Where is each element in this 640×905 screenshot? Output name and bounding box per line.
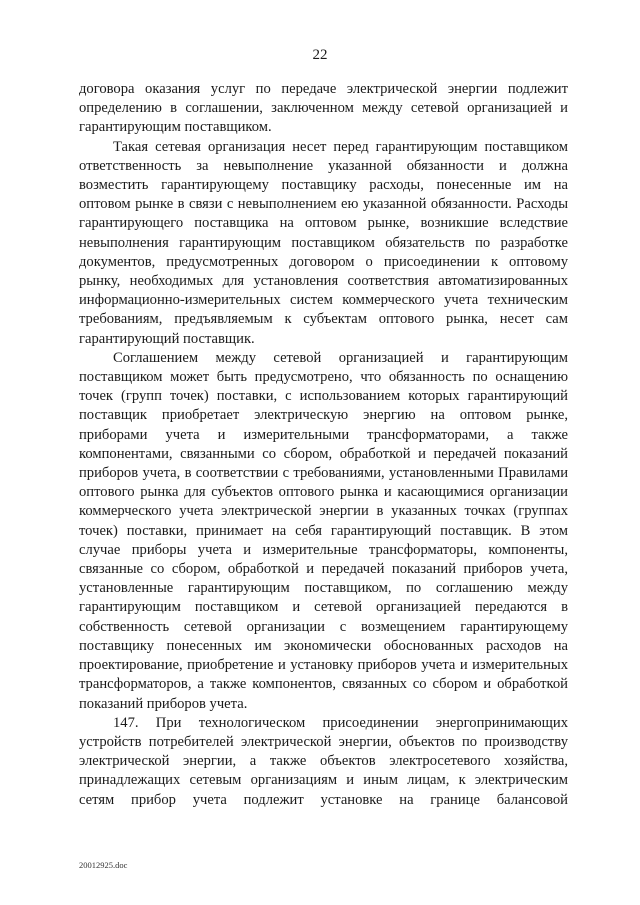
page-number: 22 <box>312 47 328 63</box>
paragraph-continuation: договора оказания услуг по передаче электрической энергии подлежит определению в соглашении, заключенном между сетевой организацией и гарантирующим поставщиком. <box>79 81 568 136</box>
document-file-code: 20012925.doc <box>79 860 128 870</box>
document-body <box>79 80 568 810</box>
paragraph-147: 147. При технологическом присоединении энергопринимающих устройств потребителей электрической энергии, объектов по производству электрической энергии, а также объектов электросетевого хозяйства, принадлежащих сетевым организациям и иным лицам, к электрическим сетям прибор учета подлежит установке на границе балансовой <box>79 714 568 808</box>
paragraph-liability: Такая сетевая организация несет перед гарантирующим поставщиком ответственность за невыполнение указанной обязанности и должна возместить гарантирующему поставщику расходы, понесенные им на оптовом рынке в связи с невыполнением ею указанной обязанности. Расходы гарантирующего поставщика на оптовом рынке, возникшие вследствие невыполнения гарантирующим поставщиком обязательств по разработке документов, предусмотренных договором о присоединении к оптовому рынку, необходимых для установления соответствия автоматизированных информационно-измерительных систем коммерческого учета техническим требованиям, предъявляемым к субъектам оптового рынка, несет сам гарантирующий поставщик. <box>79 138 568 347</box>
paragraph-agreement: Соглашением между сетевой организацией и гарантирующим поставщиком может быть предусмотрено, что обязанность по оснащению точек (групп точек) поставки, с использованием которых гарантирующий поставщик приобретает электрическую энергию на оптовом рынке, приборами учета и измерительными трансформаторами, а также компонентами, связанными со сбором, обработкой и передачей показаний приборов учета, в соответствии с требованиями, установленными Правилами оптового рынка для субъектов оптового рынка и касающимися организации коммерческого учета электрической энергии в указанных точках (группах точек) поставки, принимает на себя гарантирующий поставщик. В этом случае приборы учета и измерительные трансформаторы, компоненты, связанные со сбором, обработкой и передачей показаний приборов учета, установленные гарантирующим поставщиком, по соглашению между гарантирующим поставщиком и сетевой организацией передаются в собственность сетевой организации с возмещением гарантирующему поставщику понесенных им экономически обоснованных расходов на проектирование, приобретение и установку приборов учета и измерительных трансформаторов, а также компонентов, связанных со сбором и обработкой показаний приборов учета. <box>79 349 568 712</box>
